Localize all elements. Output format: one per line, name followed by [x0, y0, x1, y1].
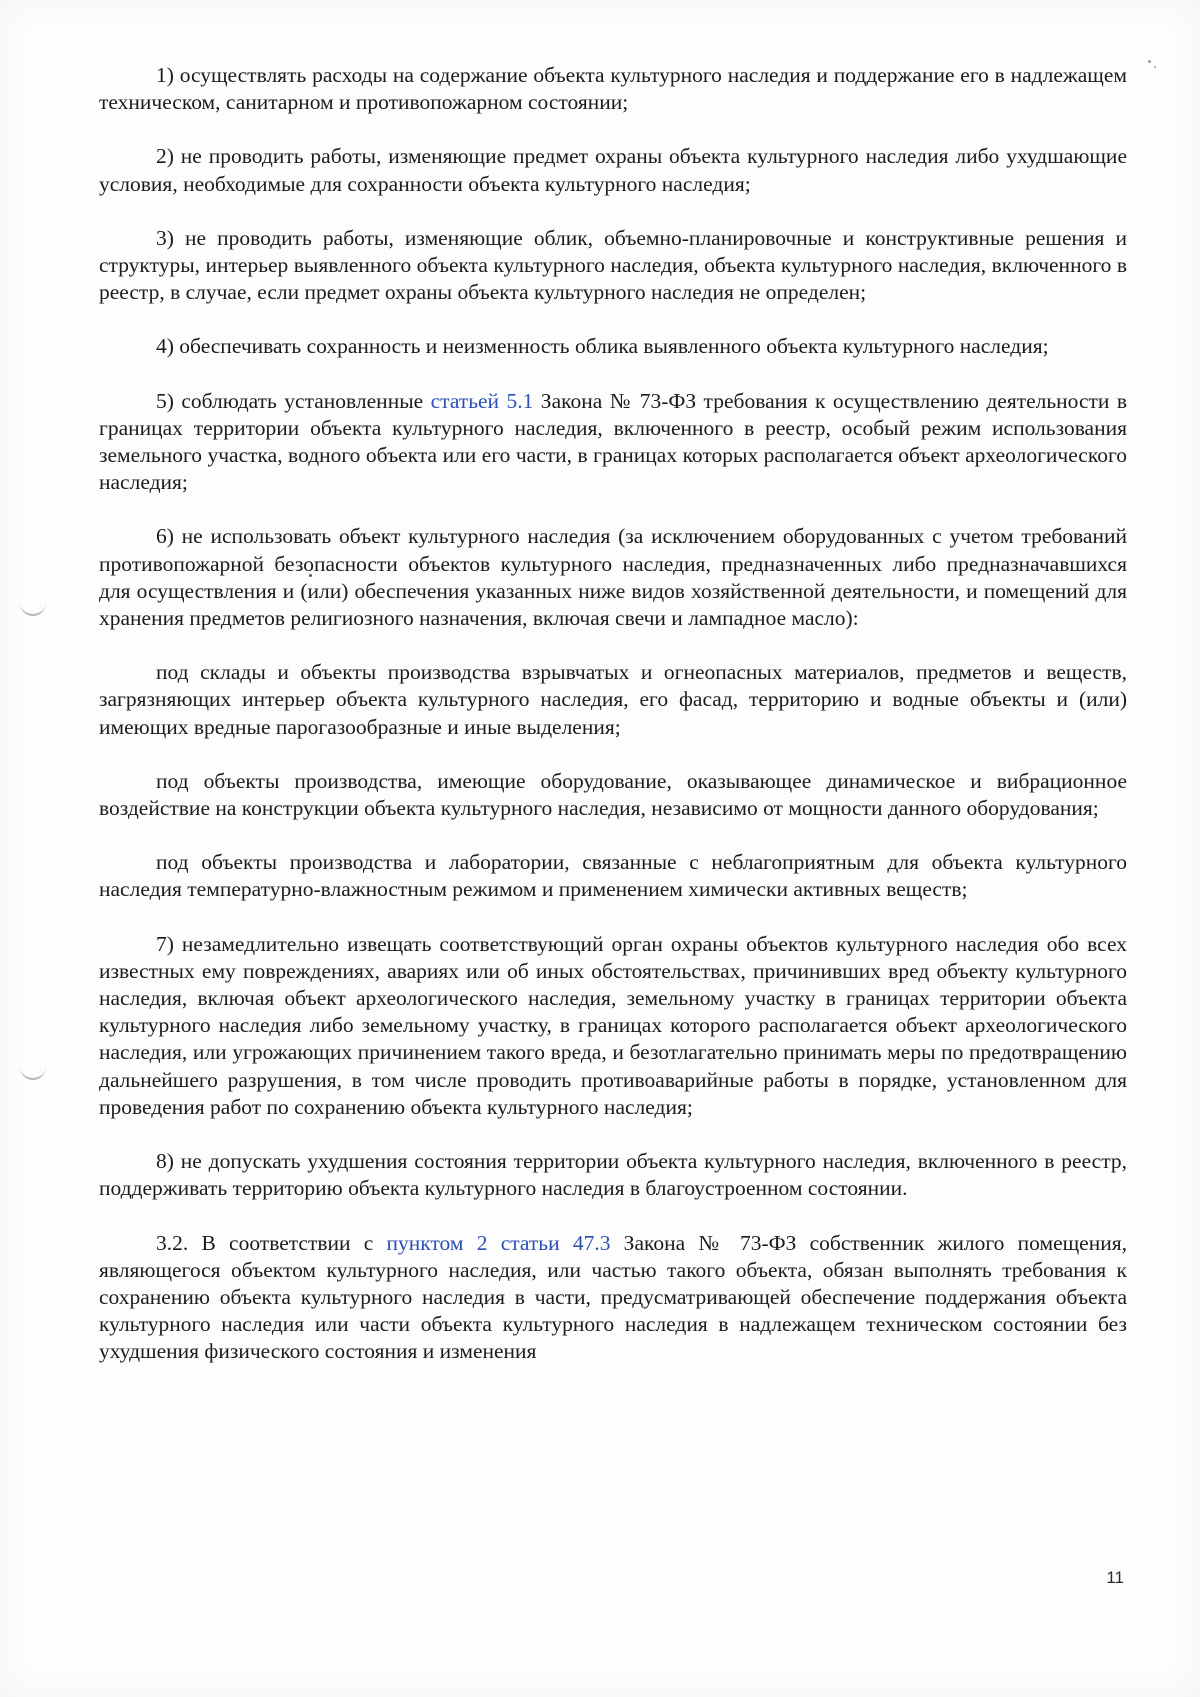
body-text [99, 62, 1127, 1366]
paragraph-6-sub-2: под объекты производства, имеющие оборудование, оказывающее динамическое и вибрационное воздействие на конструкции объекта культурного наследия, независимо от мощности данного оборудования; [99, 768, 1127, 821]
paragraph-3: 3) не проводить работы, изменяющие облик, объемно-планировочные и конструктивные решения и структуры, интерьер выявленного объекта культурного наследия, объекта культурного наследия, включенного в реестр, в случае, если предмет охраны объекта культурного наследия не определен; [99, 225, 1127, 305]
punch-hole-mark [20, 1064, 46, 1080]
paragraph-5 [99, 388, 1127, 497]
scan-speck [1148, 60, 1151, 63]
section-3-2-text: 3.2. В соответствии с [156, 1230, 387, 1255]
article-5-1-link[interactable]: статьей 5.1 [430, 388, 534, 413]
section-3-2 [99, 1230, 1127, 1366]
paragraph-7: 7) незамедлительно извещать соответствующий орган охраны объектов культурного наследия обо всех известных ему повреждениях, авариях или об иных обстоятельствах, причинивших вред объекту культурного наследия, включая объект археологического наследия, земельному участку в границах территории объекта культурного наследия либо земельному участку, в границах которого располагается объект археологического наследия, или угрожающих причинением такого вреда, и безотлагательно принимать меры по предотвращению дальнейшего разрушения, в том числе проводить противоаварийные работы в порядке, установленном для проведения работ по сохранению объекта культурного наследия; [99, 931, 1127, 1119]
paragraph-6-sub-3: под объекты производства и лаборатории, связанные с неблагоприятным для объекта культурного наследия температурно-влажностным режимом и применением химически активных веществ; [99, 850, 1127, 902]
paragraph-2: 2) не проводить работы, изменяющие предмет охраны объекта культурного наследия либо ухудшающие условия, необходимые для сохранности объекта культурного наследия; [99, 144, 1127, 196]
paragraph-4: 4) обеспечивать сохранность и неизменность облика выявленного объекта культурного наследия; [156, 334, 1049, 359]
paragraph-5-text: 5) соблюдать установленные [156, 388, 431, 413]
section-3-2-text-end: Закона № 73-ФЗ собственник жилого помещения, являющегося объектом культурного наследия, или частью такого объекта, обязан выполнять требования к сохранению объекта культурного наследия в части, предусматривающей обеспечение поддержания объекта культурного наследия или части объекта культурного наследия в надлежащем техническом состоянии без ухудшения физического состояния и изменения [99, 1230, 1127, 1364]
paragraph-5-text-end: Закона № 73-ФЗ требования к осуществлению деятельности в границах территории объекта культурного наследия, включенного в реестр, особый режим использования земельного участка, водного объекта или его части, в границах которых располагается объект археологического наследия; [99, 388, 1127, 495]
article-47-3-link[interactable]: пунктом 2 статьи 47.3 [386, 1230, 611, 1255]
paragraph-8: 8) не допускать ухудшения состояния территории объекта культурного наследия, включенного в реестр, поддерживать территорию объекта культурного наследия в благоустроенном состоянии. [99, 1149, 1127, 1201]
scan-speck [1154, 66, 1156, 68]
paragraph-1: 1) осуществлять расходы на содержание объекта культурного наследия и поддержание его в надлежащем техническом, санитарном и противопожарном состоянии; [99, 63, 1127, 115]
page-number: 11 [1106, 1568, 1124, 1587]
paragraph-6: 6) не использовать объект культурного наследия (за исключением оборудованных с учетом требований противопожарной безопасности объектов культурного наследия, предназначенных либо предназначавшихся для осуществления и (или) обеспечения указанных ниже видов хозяйственной деятельности, и помещений для хранения предметов религиозного назначения, включая свечи и лампадное масло): [99, 524, 1127, 631]
paragraph-6-sub-1: под склады и объекты производства взрывчатых и огнеопасных материалов, предметов и веществ, загрязняющих интерьер объекта культурного наследия, его фасад, территорию и водные объекты и (или) имеющих вредные парогазообразные и иные выделения; [99, 660, 1127, 739]
punch-hole-mark [20, 600, 46, 616]
